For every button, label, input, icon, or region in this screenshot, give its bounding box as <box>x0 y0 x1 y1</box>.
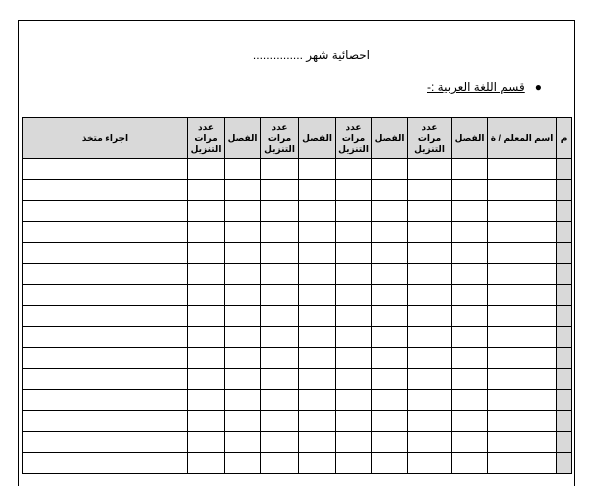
table-cell[interactable] <box>372 306 408 327</box>
table-cell[interactable] <box>261 159 299 180</box>
header-downloads-4: عدد مرات التنزيل <box>188 118 225 159</box>
table-cell[interactable] <box>225 327 261 348</box>
table-cell[interactable] <box>23 159 188 180</box>
table-cell[interactable] <box>336 432 372 453</box>
row-number-cell[interactable] <box>557 306 572 327</box>
header-action-taken: اجراء متخذ <box>23 118 188 159</box>
table-cell[interactable] <box>336 243 372 264</box>
table-cell[interactable] <box>299 453 336 474</box>
table-cell[interactable] <box>372 159 408 180</box>
table-cell[interactable] <box>225 180 261 201</box>
table-cell[interactable] <box>261 243 299 264</box>
table-row <box>23 411 572 432</box>
section-heading <box>427 80 542 94</box>
table-cell[interactable] <box>299 306 336 327</box>
table-cell[interactable] <box>188 390 225 411</box>
table-cell[interactable] <box>23 411 188 432</box>
row-number-cell[interactable] <box>557 264 572 285</box>
table-cell[interactable] <box>452 348 488 369</box>
table-cell[interactable] <box>188 306 225 327</box>
table-cell[interactable] <box>408 453 452 474</box>
table-cell[interactable] <box>261 201 299 222</box>
table-cell[interactable] <box>188 201 225 222</box>
page-border-right <box>574 20 575 486</box>
header-class-3: الفصل <box>299 118 336 159</box>
table-cell[interactable] <box>488 411 557 432</box>
table-cell[interactable] <box>225 306 261 327</box>
table-cell[interactable] <box>336 348 372 369</box>
row-number-cell[interactable] <box>557 348 572 369</box>
table-cell[interactable] <box>336 201 372 222</box>
table-cell[interactable] <box>452 264 488 285</box>
table-cell[interactable] <box>225 369 261 390</box>
table-cell[interactable] <box>372 222 408 243</box>
table-cell[interactable] <box>23 327 188 348</box>
table-cell[interactable] <box>488 306 557 327</box>
table-cell[interactable] <box>372 327 408 348</box>
table-cell[interactable] <box>452 180 488 201</box>
table-cell[interactable] <box>261 411 299 432</box>
header-downloads-1: عدد مرات التنزيل <box>408 118 452 159</box>
table-cell[interactable] <box>408 327 452 348</box>
table-cell[interactable] <box>225 348 261 369</box>
table-cell[interactable] <box>488 264 557 285</box>
table-row <box>23 327 572 348</box>
table-row <box>23 348 572 369</box>
table-cell[interactable] <box>261 327 299 348</box>
row-number-cell[interactable] <box>557 243 572 264</box>
table-cell[interactable] <box>408 348 452 369</box>
table-cell[interactable] <box>336 159 372 180</box>
table-cell[interactable] <box>225 243 261 264</box>
table-cell[interactable] <box>299 201 336 222</box>
table-cell[interactable] <box>261 180 299 201</box>
table-row <box>23 390 572 411</box>
header-class-4: الفصل <box>225 118 261 159</box>
table-cell[interactable] <box>188 453 225 474</box>
table-cell[interactable] <box>23 222 188 243</box>
table-cell[interactable] <box>372 243 408 264</box>
row-number-cell[interactable] <box>557 432 572 453</box>
page-title: احصائية شهر ............... <box>252 48 370 62</box>
table-cell[interactable] <box>488 243 557 264</box>
table-cell[interactable] <box>188 243 225 264</box>
table-cell[interactable] <box>488 285 557 306</box>
table-cell[interactable] <box>188 327 225 348</box>
statistics-table <box>22 117 572 474</box>
table-cell[interactable] <box>299 411 336 432</box>
table-cell[interactable] <box>488 222 557 243</box>
table-cell[interactable] <box>452 390 488 411</box>
table-cell[interactable] <box>408 201 452 222</box>
table-cell[interactable] <box>372 348 408 369</box>
table-row <box>23 369 572 390</box>
table-cell[interactable] <box>408 285 452 306</box>
table-row <box>23 180 572 201</box>
table-cell[interactable] <box>336 327 372 348</box>
table-cell[interactable] <box>299 264 336 285</box>
table-cell[interactable] <box>372 411 408 432</box>
table-cell[interactable] <box>23 369 188 390</box>
header-class-1: الفصل <box>452 118 488 159</box>
table-cell[interactable] <box>452 327 488 348</box>
table-cell[interactable] <box>336 453 372 474</box>
page-border-top <box>18 20 574 21</box>
table-cell[interactable] <box>488 348 557 369</box>
table-cell[interactable] <box>372 453 408 474</box>
table-cell[interactable] <box>261 222 299 243</box>
table-cell[interactable] <box>336 180 372 201</box>
table-body <box>23 159 572 474</box>
table-cell[interactable] <box>372 432 408 453</box>
table-row <box>23 285 572 306</box>
row-number-cell[interactable] <box>557 390 572 411</box>
header-downloads-3: عدد مرات التنزيل <box>261 118 299 159</box>
table-cell[interactable] <box>488 180 557 201</box>
header-downloads-2: عدد مرات التنزيل <box>336 118 372 159</box>
table-cell[interactable] <box>23 432 188 453</box>
row-number-cell[interactable] <box>557 159 572 180</box>
table-cell[interactable] <box>372 264 408 285</box>
table-cell[interactable] <box>299 348 336 369</box>
section-label: قسم اللغة العربية :- <box>427 80 525 94</box>
table-cell[interactable] <box>336 285 372 306</box>
table-cell[interactable] <box>225 285 261 306</box>
table-row <box>23 201 572 222</box>
table-cell[interactable] <box>452 411 488 432</box>
table-cell[interactable] <box>23 285 188 306</box>
table-cell[interactable] <box>261 432 299 453</box>
table-cell[interactable] <box>372 180 408 201</box>
table-row <box>23 243 572 264</box>
row-number-cell[interactable] <box>557 222 572 243</box>
table-cell[interactable] <box>336 390 372 411</box>
table-cell[interactable] <box>408 390 452 411</box>
table-cell[interactable] <box>23 348 188 369</box>
table-cell[interactable] <box>261 390 299 411</box>
table-cell[interactable] <box>408 306 452 327</box>
header-number: م <box>557 118 572 159</box>
table-cell[interactable] <box>23 306 188 327</box>
row-number-cell[interactable] <box>557 180 572 201</box>
table-cell[interactable] <box>336 306 372 327</box>
table-row <box>23 432 572 453</box>
table-cell[interactable] <box>452 306 488 327</box>
table-cell[interactable] <box>23 180 188 201</box>
table-cell[interactable] <box>23 264 188 285</box>
table-cell[interactable] <box>299 285 336 306</box>
table-row <box>23 306 572 327</box>
table-cell[interactable] <box>23 453 188 474</box>
table-cell[interactable] <box>188 285 225 306</box>
table-cell[interactable] <box>225 159 261 180</box>
table-cell[interactable] <box>261 285 299 306</box>
table-cell[interactable] <box>488 432 557 453</box>
row-number-cell[interactable] <box>557 369 572 390</box>
table-cell[interactable] <box>261 348 299 369</box>
table-row <box>23 453 572 474</box>
table-cell[interactable] <box>299 327 336 348</box>
table-cell[interactable] <box>488 453 557 474</box>
table-cell[interactable] <box>188 180 225 201</box>
table-row <box>23 222 572 243</box>
table-cell[interactable] <box>452 453 488 474</box>
table-row <box>23 264 572 285</box>
table-cell[interactable] <box>188 369 225 390</box>
table-cell[interactable] <box>261 264 299 285</box>
table-cell[interactable] <box>299 222 336 243</box>
table-cell[interactable] <box>452 432 488 453</box>
table-cell[interactable] <box>225 201 261 222</box>
row-number-cell[interactable] <box>557 201 572 222</box>
table-cell[interactable] <box>188 159 225 180</box>
table-cell[interactable] <box>23 390 188 411</box>
row-number-cell[interactable] <box>557 453 572 474</box>
table-cell[interactable] <box>23 201 188 222</box>
table-cell[interactable] <box>372 201 408 222</box>
table-cell[interactable] <box>188 348 225 369</box>
table-cell[interactable] <box>372 390 408 411</box>
table-cell[interactable] <box>336 369 372 390</box>
table-cell[interactable] <box>299 180 336 201</box>
table-cell[interactable] <box>299 432 336 453</box>
table-cell[interactable] <box>225 222 261 243</box>
table-cell[interactable] <box>261 453 299 474</box>
header-teacher-name: اسم المعلم / ة <box>488 118 557 159</box>
table-cell[interactable] <box>372 285 408 306</box>
table-cell[interactable] <box>408 369 452 390</box>
table-cell[interactable] <box>452 243 488 264</box>
table-cell[interactable] <box>225 264 261 285</box>
table-cell[interactable] <box>452 201 488 222</box>
table-cell[interactable] <box>408 222 452 243</box>
table-cell[interactable] <box>408 180 452 201</box>
table-cell[interactable] <box>408 432 452 453</box>
table-cell[interactable] <box>188 411 225 432</box>
row-number-cell[interactable] <box>557 327 572 348</box>
table-cell[interactable] <box>488 390 557 411</box>
row-number-cell[interactable] <box>557 411 572 432</box>
table-cell[interactable] <box>336 411 372 432</box>
table-cell[interactable] <box>261 369 299 390</box>
table-cell[interactable] <box>452 159 488 180</box>
table-cell[interactable] <box>299 369 336 390</box>
table-cell[interactable] <box>336 222 372 243</box>
table-cell[interactable] <box>299 390 336 411</box>
table-cell[interactable] <box>188 432 225 453</box>
table-cell[interactable] <box>408 159 452 180</box>
table-row <box>23 159 572 180</box>
table-cell[interactable] <box>299 159 336 180</box>
table-cell[interactable] <box>336 264 372 285</box>
table-cell[interactable] <box>408 264 452 285</box>
header-class-2: الفصل <box>372 118 408 159</box>
table-cell[interactable] <box>261 306 299 327</box>
table-cell[interactable] <box>408 411 452 432</box>
table-cell[interactable] <box>488 159 557 180</box>
table-header-row <box>23 118 572 159</box>
table-cell[interactable] <box>225 453 261 474</box>
bullet-icon: ● <box>534 80 542 94</box>
table-cell[interactable] <box>408 243 452 264</box>
table-cell[interactable] <box>23 243 188 264</box>
table-cell[interactable] <box>372 369 408 390</box>
table-cell[interactable] <box>188 222 225 243</box>
table-cell[interactable] <box>188 264 225 285</box>
table-cell[interactable] <box>488 201 557 222</box>
table-cell[interactable] <box>299 243 336 264</box>
table-cell[interactable] <box>225 390 261 411</box>
table-cell[interactable] <box>225 411 261 432</box>
table-cell[interactable] <box>452 369 488 390</box>
table-cell[interactable] <box>225 432 261 453</box>
table-cell[interactable] <box>488 369 557 390</box>
table-cell[interactable] <box>488 327 557 348</box>
table-cell[interactable] <box>452 285 488 306</box>
table-cell[interactable] <box>452 222 488 243</box>
page-border-left <box>18 20 19 486</box>
row-number-cell[interactable] <box>557 285 572 306</box>
